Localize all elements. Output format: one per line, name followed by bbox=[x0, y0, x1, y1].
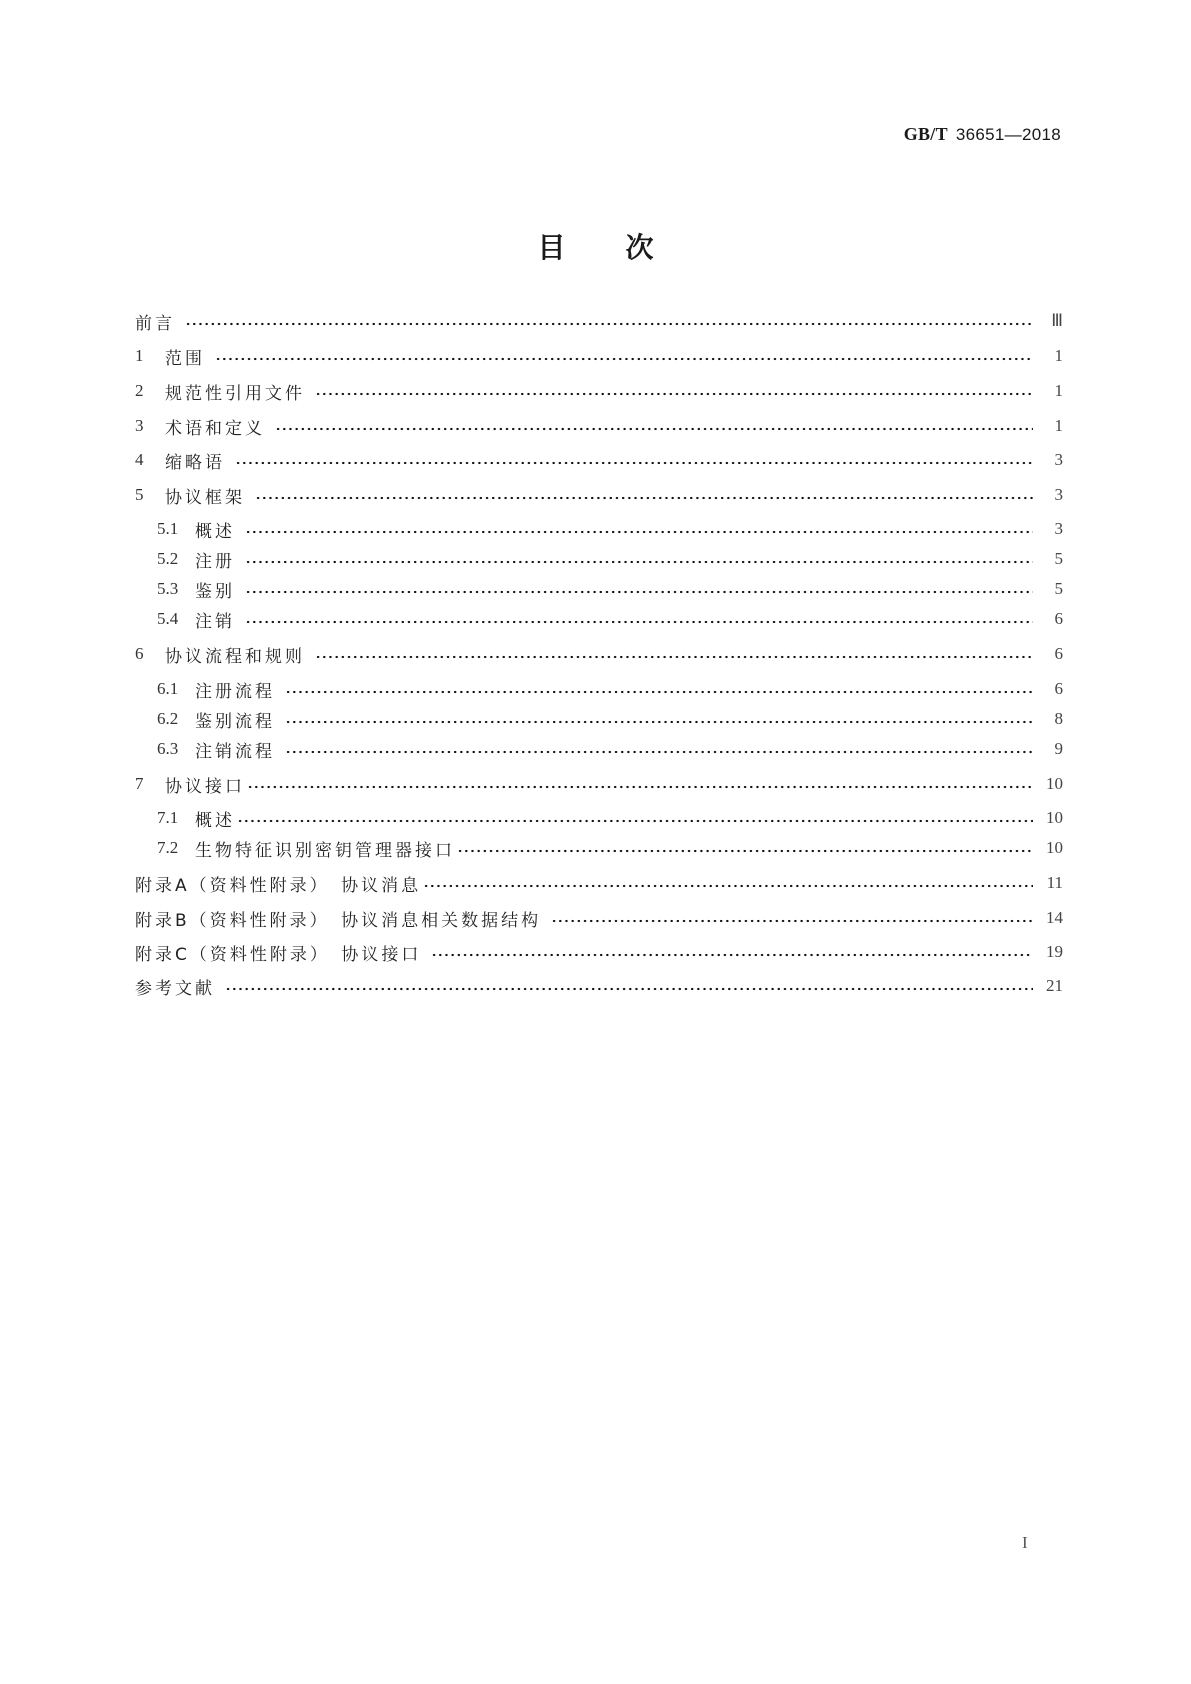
standard-prefix: GB/T bbox=[903, 124, 948, 144]
toc-entry-foreword[interactable] bbox=[135, 308, 1063, 334]
toc-entry-label: 附录B（资料性附录） 协议消息相关数据结构 bbox=[135, 910, 542, 931]
toc-entry-number: 6.3 bbox=[157, 739, 179, 758]
toc-entry-page: 3 bbox=[1054, 519, 1063, 538]
leader-dots bbox=[315, 392, 1033, 396]
toc-entry-number: 5.2 bbox=[157, 549, 179, 568]
toc-entry-label: 注册流程 bbox=[195, 681, 275, 702]
toc-entry-number: 5 bbox=[135, 485, 144, 504]
toc-entry-label: 前言 bbox=[135, 313, 175, 334]
toc-entry-page: 19 bbox=[1046, 942, 1063, 961]
leader-dots bbox=[315, 655, 1033, 659]
toc-entry-5-3[interactable] bbox=[157, 576, 1063, 602]
leader-dots bbox=[245, 590, 1033, 594]
page-title bbox=[0, 226, 1191, 266]
page-number: I bbox=[1022, 1533, 1028, 1552]
toc-entry-page: 11 bbox=[1046, 873, 1063, 892]
leader-dots bbox=[457, 849, 1033, 853]
toc-entry-number: 5.3 bbox=[157, 579, 179, 598]
toc-entry-number: 4 bbox=[135, 450, 144, 469]
toc-entry-page: 6 bbox=[1054, 609, 1063, 628]
toc-entry-page: 1 bbox=[1054, 381, 1063, 400]
leader-dots bbox=[285, 720, 1033, 724]
toc-entry-label: 范围 bbox=[165, 348, 205, 369]
toc-entry-label: 协议框架 bbox=[165, 487, 245, 508]
title-char-1: 目 bbox=[537, 231, 566, 264]
toc-entry-6-2[interactable] bbox=[157, 706, 1063, 732]
toc-entry-page: 21 bbox=[1046, 976, 1063, 995]
toc-entry-7[interactable] bbox=[135, 771, 1063, 797]
toc-entry-6-3[interactable] bbox=[157, 736, 1063, 762]
toc-entry-page: 10 bbox=[1046, 808, 1063, 827]
leader-dots bbox=[423, 884, 1033, 888]
toc-entry-page: 6 bbox=[1054, 679, 1063, 698]
leader-dots bbox=[225, 987, 1033, 991]
toc-entry-label: 附录A（资料性附录） 协议消息 bbox=[135, 875, 422, 896]
toc-entry-label: 缩略语 bbox=[165, 452, 225, 473]
toc-entry-number: 5.4 bbox=[157, 609, 179, 628]
toc-entry-page: 5 bbox=[1054, 549, 1063, 568]
toc-entry-number: 2 bbox=[135, 381, 144, 400]
leader-dots bbox=[185, 322, 1033, 326]
toc-entry-page: Ⅲ bbox=[1051, 311, 1063, 330]
standard-code-header bbox=[904, 124, 1061, 145]
toc-entry-bibliography[interactable] bbox=[135, 973, 1063, 999]
toc-entry-2[interactable] bbox=[135, 378, 1063, 404]
leader-dots bbox=[431, 953, 1033, 957]
toc-entry-appendix-a[interactable] bbox=[135, 870, 1063, 896]
toc-entry-label: 参考文献 bbox=[135, 978, 215, 999]
toc-entry-label: 鉴别流程 bbox=[195, 711, 275, 732]
leader-dots bbox=[245, 560, 1033, 564]
toc-entry-7-1[interactable] bbox=[157, 805, 1063, 831]
leader-dots bbox=[237, 819, 1033, 823]
toc-entry-page: 6 bbox=[1054, 644, 1063, 663]
toc-entry-label: 协议接口 bbox=[165, 776, 245, 797]
toc-entry-appendix-b[interactable] bbox=[135, 905, 1063, 931]
toc-entry-5-4[interactable] bbox=[157, 606, 1063, 632]
toc-entry-label: 注册 bbox=[195, 551, 235, 572]
toc-entry-label: 概述 bbox=[195, 810, 235, 831]
toc-entry-5-1[interactable] bbox=[157, 516, 1063, 542]
toc-entry-page: 5 bbox=[1054, 579, 1063, 598]
toc-entry-4[interactable] bbox=[135, 447, 1063, 473]
toc-entry-number: 5.1 bbox=[157, 519, 179, 538]
leader-dots bbox=[245, 620, 1033, 624]
toc-entry-number: 1 bbox=[135, 346, 144, 365]
toc-entry-number: 7.2 bbox=[157, 838, 179, 857]
toc-entry-7-2[interactable] bbox=[157, 835, 1063, 861]
toc-entry-page: 1 bbox=[1054, 346, 1063, 365]
toc-entry-5-2[interactable] bbox=[157, 546, 1063, 572]
toc-entry-1[interactable] bbox=[135, 343, 1063, 369]
toc-entry-label: 术语和定义 bbox=[165, 418, 265, 439]
toc-entry-number: 6 bbox=[135, 644, 144, 663]
toc-entry-number: 6.2 bbox=[157, 709, 179, 728]
standard-number: 36651—2018 bbox=[955, 125, 1061, 144]
leader-dots bbox=[215, 357, 1033, 361]
toc-entry-5[interactable] bbox=[135, 482, 1063, 508]
leader-dots bbox=[235, 461, 1033, 465]
toc-entry-number: 3 bbox=[135, 416, 144, 435]
toc-entry-label: 规范性引用文件 bbox=[165, 383, 305, 404]
title-char-2: 次 bbox=[625, 231, 654, 264]
toc-entry-number: 6.1 bbox=[157, 679, 179, 698]
toc-entry-appendix-c[interactable] bbox=[135, 939, 1063, 965]
leader-dots bbox=[285, 750, 1033, 754]
leader-dots bbox=[255, 496, 1033, 500]
toc-entry-page: 10 bbox=[1046, 774, 1063, 793]
leader-dots bbox=[245, 530, 1033, 534]
toc-entry-number: 7 bbox=[135, 774, 144, 793]
toc-entry-label: 协议流程和规则 bbox=[165, 646, 305, 667]
toc-entry-page: 10 bbox=[1046, 838, 1063, 857]
leader-dots bbox=[551, 919, 1033, 923]
toc-entry-3[interactable] bbox=[135, 413, 1063, 439]
toc-entry-page: 3 bbox=[1054, 450, 1063, 469]
toc-entry-label: 注销流程 bbox=[195, 741, 275, 762]
toc-entry-label: 概述 bbox=[195, 521, 235, 542]
toc-entry-label: 生物特征识别密钥管理器接口 bbox=[195, 840, 455, 861]
toc-entry-page: 3 bbox=[1054, 485, 1063, 504]
toc-entry-label: 附录C（资料性附录） 协议接口 bbox=[135, 944, 422, 965]
toc-entry-label: 注销 bbox=[195, 611, 235, 632]
toc-entry-page: 14 bbox=[1046, 908, 1063, 927]
toc-entry-number: 7.1 bbox=[157, 808, 179, 827]
toc-entry-label: 鉴别 bbox=[195, 581, 235, 602]
leader-dots bbox=[247, 785, 1033, 789]
toc-entry-page: 9 bbox=[1054, 739, 1063, 758]
leader-dots bbox=[285, 690, 1033, 694]
toc-entry-page: 1 bbox=[1054, 416, 1063, 435]
toc-entry-6-1[interactable] bbox=[157, 676, 1063, 702]
toc-entry-6[interactable] bbox=[135, 641, 1063, 667]
leader-dots bbox=[275, 427, 1033, 431]
toc-entry-page: 8 bbox=[1054, 709, 1063, 728]
